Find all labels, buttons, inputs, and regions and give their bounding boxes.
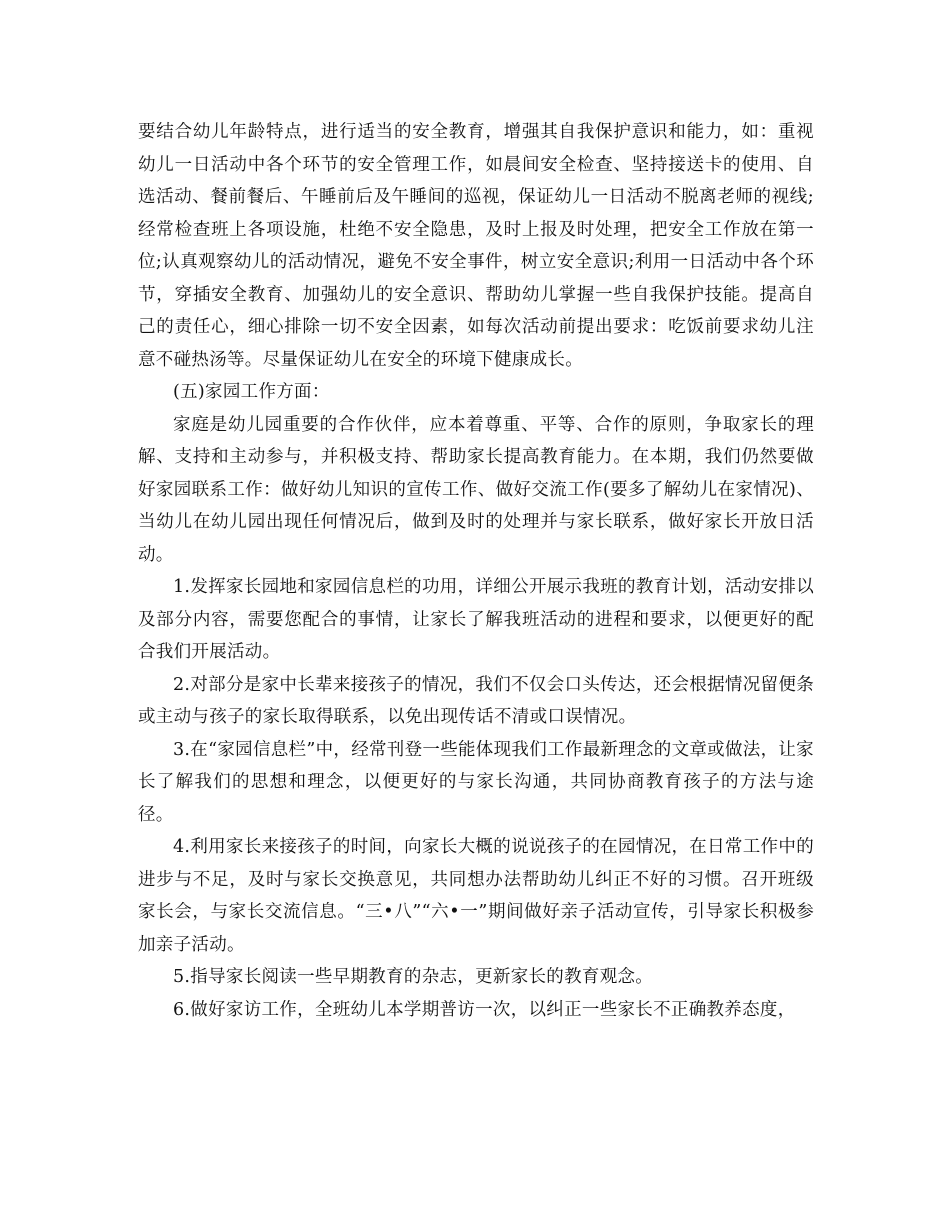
- list-item-6: 6.做好家访工作，全班幼儿本学期普访一次，以纠正一些家长不正确教养态度，: [173, 999, 796, 1020]
- section-heading-home-school-work: (五)家园工作方面：: [173, 382, 330, 402]
- list-item-2: 2.对部分是家中长辈来接孩子的情况，我们不仅会口头传达，还会根据情况留便条或主动与孩子的家长取得联系，以免出现传话不清或口误情况。: [138, 674, 814, 727]
- document-body: [138, 116, 814, 1026]
- list-item-1: 1.发挥家长园地和家园信息栏的功用，详细公开展示我班的教育计划，活动安排以及部分内容，需要您配合的事情，让家长了解我班活动的进程和要求，以便更好的配合我们开展活动。: [138, 577, 814, 662]
- list-item-3: 3.在“家园信息栏”中，经常刊登一些能体现我们工作最新理念的文章或做法，让家长了解我们的思想和理念，以便更好的与家长沟通，共同协商教育孩子的方法与途径。: [138, 739, 814, 825]
- paragraph-home-school-intro: 家庭是幼儿园重要的合作伙伴，应本着尊重、平等、合作的原则，争取家长的理解、支持和主动参与，并积极支持、帮助家长提高教育能力。在本期，我们仍然要做好家园联系工作：做好幼儿知识的宣传工作、做好交流工作(要多了解幼儿在家情况)、当幼儿在幼儿园出现任何情况后，做到及时的处理并与家长联系，做好家长开放日活动。: [138, 414, 814, 565]
- paragraph-safety-education: 要结合幼儿年龄特点，进行适当的安全教育，增强其自我保护意识和能力，如：重视幼儿一日活动中各个环节的安全管理工作，如晨间安全检查、坚持接送卡的使用、自选活动、餐前餐后、午睡前后及午睡间的巡视，保证幼儿一日活动不脱离老师的视线;经常检查班上各项设施，杜绝不安全隐患，及时上报及时处理，把安全工作放在第一位;认真观察幼儿的活动情况，避免不安全事件，树立安全意识;利用一日活动中各个环节，穿插安全教育、加强幼儿的安全意识、帮助幼儿掌握一些自我保护技能。提高自己的责任心，细心排除一切不安全因素，如每次活动前提出要求：吃饭前要求幼儿注意不碰热汤等。尽量保证幼儿在安全的环境下健康成长。: [138, 122, 814, 370]
- list-item-4: 4.利用家长来接孩子的时间，向家长大概的说说孩子的在园情况，在日常工作中的进步与不足，及时与家长交换意见，共同想办法帮助幼儿纠正不好的习惯。召开班级家长会，与家长交流信息。“三•八”“六•一”期间做好亲子活动宣传，引导家长积极参加亲子活动。: [138, 837, 814, 955]
- list-item-5: 5.指导家长阅读一些早期教育的杂志，更新家长的教育观念。: [173, 967, 654, 987]
